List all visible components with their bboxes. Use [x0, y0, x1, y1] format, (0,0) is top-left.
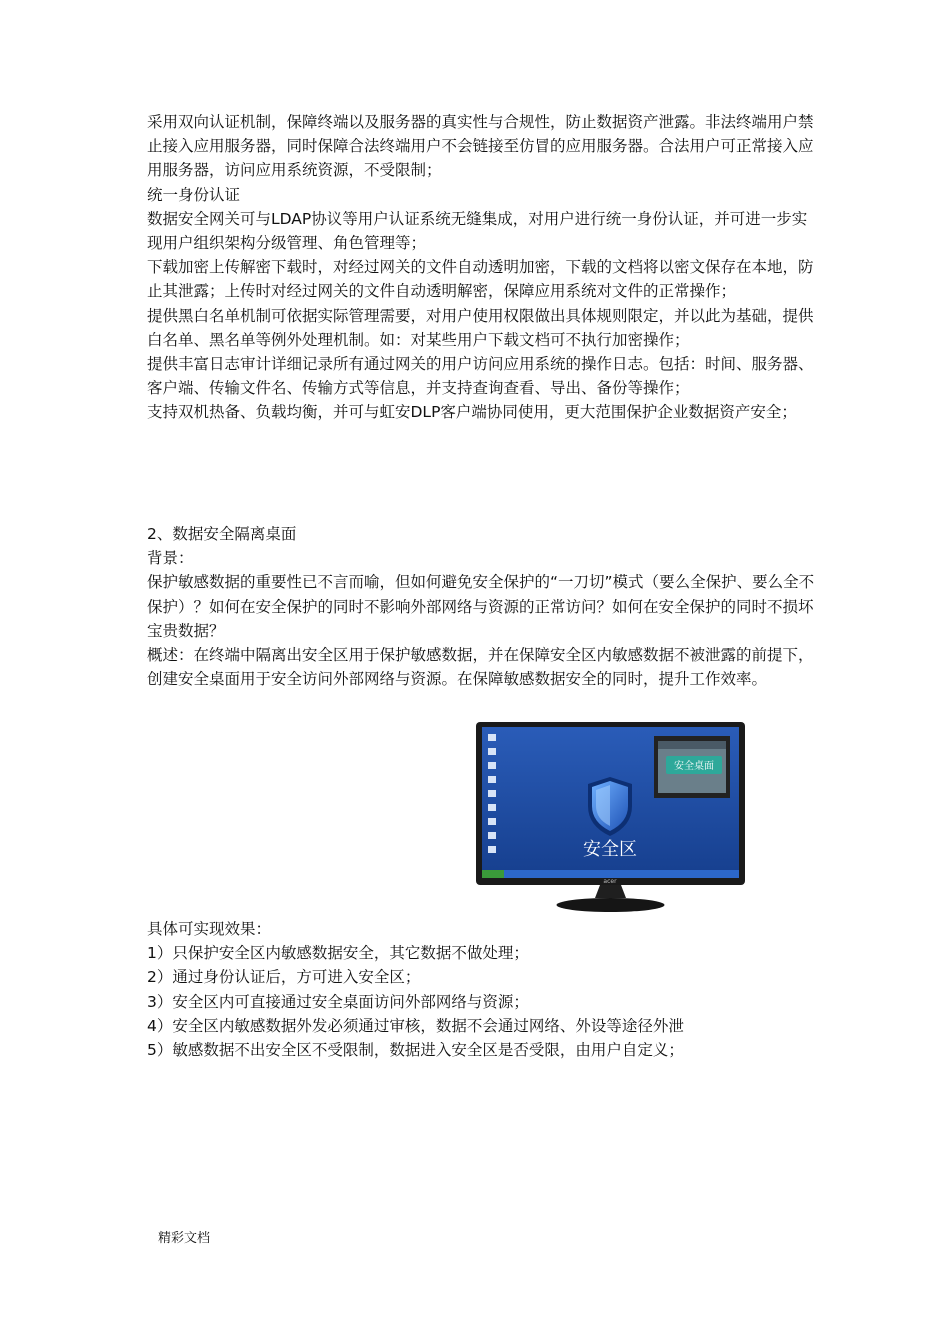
effects-heading: 具体可实现效果：	[147, 920, 272, 938]
paragraph-hot-standby: 支持双机热备、负载均衡，并可与虹安DLP客户端协同使用，更大范围保护企业数据资产安全；	[147, 403, 797, 422]
secure-desktop-label: 安全桌面	[674, 761, 714, 772]
secure-zone-label: 安全区	[583, 839, 637, 860]
list-item: 3）安全区内可直接通过安全桌面访问外部网络与资源；	[147, 992, 529, 1011]
monitor-neck	[595, 885, 626, 898]
paragraph-ldap: 数据安全网关可与LDAP协议等用户认证系统无缝集成，对用户进行统一身份认证，并可进一步实现用户组织架构分级管理、角色管理等；	[147, 209, 808, 253]
taskbar	[482, 870, 739, 878]
paragraph-overview: 概述：在终端中隔离出安全区用于保护敏感数据，并在保障安全区内敏感数据不被泄露的前提下，创建安全桌面用于安全访问外部网络与资源。在保障敏感数据安全的同时，提升工作效率。	[147, 646, 814, 689]
list-item: 5）敏感数据不出安全区不受限制，数据进入安全区是否受限，由用户自定义；	[147, 1041, 684, 1060]
background-label: 背景：	[147, 549, 194, 568]
monitor-svg	[476, 722, 745, 914]
monitor-base	[557, 898, 665, 912]
paragraph-blacklist-whitelist: 提供黑白名单机制可依据实际管理需要，对用户使用权限做出具体规则限定，并以此为基础，提供白名单、黑名单等例外处理机制。如：对某些用户下载文档可不执行加密操作；	[147, 306, 814, 349]
paragraph-audit-log: 提供丰富日志审计详细记录所有通过网关的用户访问应用系统的操作日志。包括：时间、服务器、客户端、传输文件名、传输方式等信息，并支持查询查看、导出、备份等操作；	[147, 355, 814, 398]
list-item: 4）安全区内敏感数据外发必须通过审核，数据不会通过网络、外设等途径外泄	[147, 1016, 684, 1035]
list-item: 2）通过身份认证后，方可进入安全区；	[147, 968, 421, 987]
desktop-icons	[488, 734, 496, 853]
list-item: 1）只保护安全区内敏感数据安全，其它数据不做处理；	[147, 944, 529, 963]
section-gateway-features	[147, 110, 817, 425]
monitor-illustration	[476, 722, 745, 914]
section-heading: 2、数据安全隔离桌面	[147, 525, 297, 543]
paragraph-encrypt-decrypt: 下载加密上传解密下载时，对经过网关的文件自动透明加密，下载的文档将以密文保存在本地，防止其泄露；上传时对经过网关的文件自动透明解密，保障应用系统对文件的正常操作；	[147, 258, 814, 301]
paragraph-background: 保护敏感数据的重要性已不言而喻，但如何避免安全保护的“一刀切”模式（要么全保护、要么全不保护）？如何在安全保护的同时不影响外部网络与资源的正常访问？如何在安全保护的同时不损坏宝贵数据？	[147, 573, 815, 640]
page-footer: 精彩文档	[158, 1231, 211, 1246]
heading-unified-auth: 统一身份认证	[147, 185, 241, 204]
start-button	[482, 870, 504, 878]
section-isolated-desktop	[147, 522, 817, 691]
paragraph-mutual-auth: 采用双向认证机制，保障终端以及服务器的真实性与合规性，防止数据资产泄露。非法终端用户禁止接入应用服务器，同时保障合法终端用户不会链接至仿冒的应用服务器。合法用户可正常接入应用服务器，访问应用系统资源，不受限制；	[147, 113, 814, 180]
section-effects	[147, 917, 817, 1062]
brand-logo: acer	[603, 878, 617, 885]
